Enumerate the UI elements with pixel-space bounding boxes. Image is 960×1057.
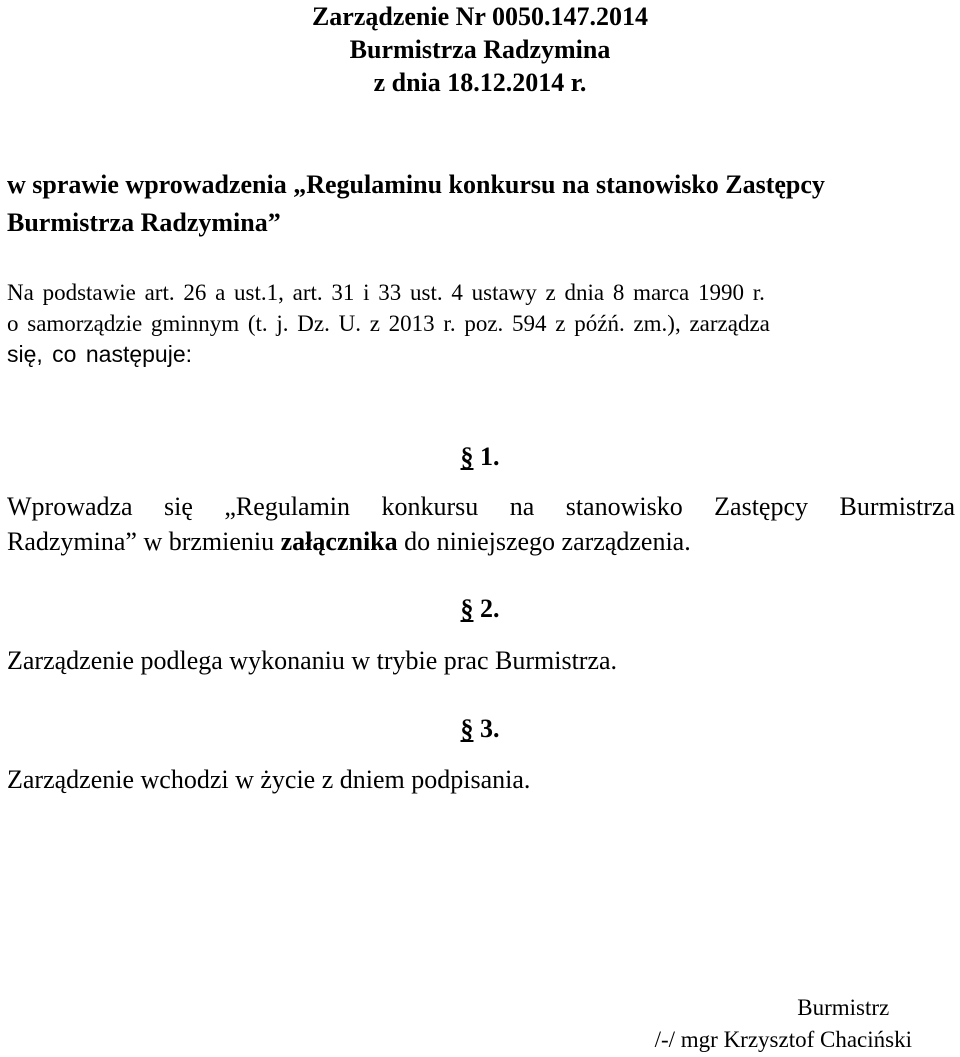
section-sign-icon: § — [460, 442, 474, 471]
document-issuer: Burmistrza Radzymina — [349, 35, 611, 64]
subject-line-1: w sprawie wprowadzenia „Regulaminu konkursu na stanowisko Zastępcy — [7, 170, 825, 199]
document-header — [0, 0, 960, 99]
paragraph-3-text: Zarządzenie wchodzi w życie z dniem podpisania. — [7, 765, 531, 794]
paragraph-1-number: 1. — [480, 442, 500, 471]
paragraph-1-line-2-end: do niniejszego zarządzenia. — [397, 527, 691, 556]
legal-basis-line-1: Na podstawie art. 26 a ust.1, art. 31 i 33 ust. 4 ustawy z dnia 8 marca 1990 r. — [7, 280, 765, 305]
legal-basis-line-2: o samorządzie gminnym (t. j. Dz. U. z 2013 r. poz. 594 z późń. zm.), zarządza — [7, 311, 770, 336]
paragraph-2-heading — [0, 594, 960, 624]
legal-basis — [7, 277, 955, 370]
signature-role: Burmistrz — [797, 995, 890, 1020]
paragraph-1-line-1: Wprowadza się „Regulamin konkursu na stanowisko Zastępcy Burmistrza — [7, 492, 955, 521]
section-sign-icon: § — [460, 594, 474, 623]
paragraph-1-line-2 — [7, 524, 955, 559]
paragraph-1-text — [7, 489, 955, 559]
document-date: z dnia 18.12.2014 r. — [373, 68, 587, 97]
paragraph-3-number: 3. — [480, 714, 500, 743]
paragraph-2-text: Zarządzenie podlega wykonaniu w trybie prac Burmistrza. — [7, 646, 618, 675]
signature-block — [655, 992, 912, 1056]
document-title: Zarządzenie Nr 0050.147.2014 — [311, 2, 649, 31]
paragraph-2-number: 2. — [480, 594, 500, 623]
subject-line-2: Burmistrza Radzymina” — [7, 208, 281, 237]
signature-name: /-/ mgr Krzysztof Chaciński — [654, 1027, 912, 1052]
section-sign-icon: § — [460, 714, 474, 743]
paragraph-1-heading — [0, 442, 960, 472]
legal-basis-line-3: się, co następuje: — [7, 341, 193, 367]
paragraph-3-heading — [0, 714, 960, 744]
attachment-reference: załącznika — [280, 527, 398, 556]
document-subject — [7, 166, 953, 242]
paragraph-1-line-2-start: Radzymina” w brzmieniu — [7, 527, 281, 556]
